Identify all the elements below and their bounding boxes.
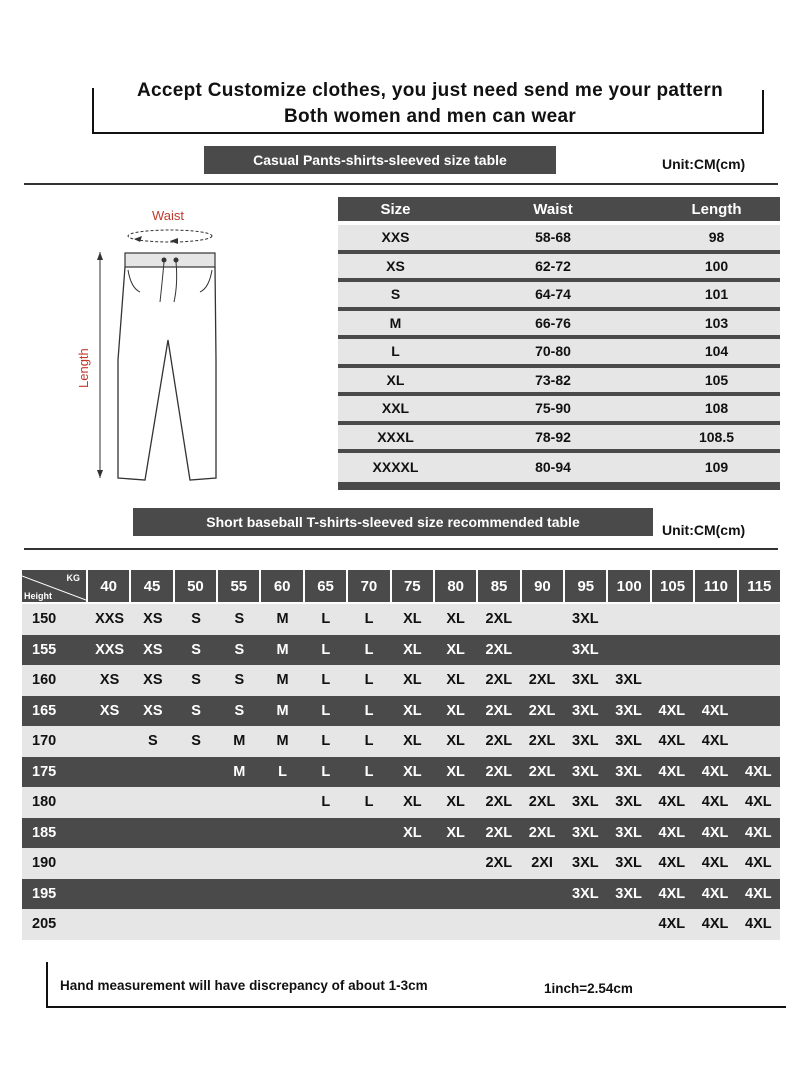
size-cell: XXL xyxy=(381,400,410,417)
size-cell: 4XL xyxy=(658,702,686,719)
size-cell: XL xyxy=(403,733,422,750)
size-cell: XL xyxy=(446,824,465,841)
tshirt-unit-label: Unit:CM(cm) xyxy=(662,522,746,538)
size-cell: 2XL xyxy=(485,733,513,750)
header-line-2: Both women and men can wear xyxy=(283,106,577,127)
table-row xyxy=(338,282,780,311)
waist-cell: 80-94 xyxy=(535,459,571,476)
size-cell: XL xyxy=(446,794,465,811)
length-cell: 104 xyxy=(704,343,729,360)
table-row xyxy=(338,225,780,254)
height-cell: 180 xyxy=(32,794,57,811)
size-cell: 3XL xyxy=(572,611,599,628)
height-cell: 165 xyxy=(32,702,57,719)
size-cell: M xyxy=(233,733,246,750)
size-cell: M xyxy=(233,763,246,780)
table-row xyxy=(22,665,780,696)
size-cell: L xyxy=(364,702,374,719)
size-cell: XL xyxy=(403,763,422,780)
col-size-header: Size xyxy=(380,200,411,218)
length-cell: 103 xyxy=(704,314,729,331)
waist-cell: 62-72 xyxy=(535,257,571,274)
grid-body xyxy=(22,604,780,940)
length-cell: 108 xyxy=(704,400,729,417)
length-cell: 105 xyxy=(704,371,729,388)
size-cell: XL xyxy=(403,794,422,811)
size-cell: M xyxy=(276,672,289,689)
size-cell: XXS xyxy=(95,611,125,628)
size-cell: 3XL xyxy=(615,824,642,841)
size-cell: 4XL xyxy=(701,702,729,719)
weight-header-cell: 110 xyxy=(695,570,736,602)
size-cell: 4XL xyxy=(701,855,729,872)
height-cell: 185 xyxy=(32,824,57,841)
size-cell: M xyxy=(276,702,289,719)
size-cell: 2XL xyxy=(485,763,513,780)
size-cell: 4XL xyxy=(745,885,772,902)
size-cell: 2XL xyxy=(485,824,513,841)
size-cell: 2XL xyxy=(528,702,556,719)
size-cell: 3XL xyxy=(572,855,599,872)
col-length-header: Length xyxy=(691,200,742,218)
weight-header-cell: 50 xyxy=(175,570,216,602)
height-cell: 175 xyxy=(32,763,57,780)
weight-header-cell: 115 xyxy=(739,570,780,602)
table-row xyxy=(22,787,780,818)
height-cell: 205 xyxy=(32,916,57,933)
size-cell: XS xyxy=(143,611,163,628)
header-bracket-bottom xyxy=(92,132,764,134)
waist-cell: 78-92 xyxy=(535,428,571,445)
size-cell: XL xyxy=(446,733,465,750)
size-cell: XL xyxy=(403,611,422,628)
height-cell: 190 xyxy=(32,855,57,872)
size-cell: XXS xyxy=(381,229,410,246)
table-row xyxy=(22,909,780,940)
size-cell: L xyxy=(364,794,374,811)
size-cell: L xyxy=(364,672,374,689)
length-cell: 109 xyxy=(704,459,729,476)
weight-header-cell: 85 xyxy=(478,570,519,602)
table-row xyxy=(22,818,780,849)
size-cell: XL xyxy=(446,702,465,719)
size-cell: 3XL xyxy=(615,702,642,719)
size-cell: L xyxy=(321,672,331,689)
size-cell: 2XL xyxy=(485,702,513,719)
weight-header-cell: 55 xyxy=(218,570,259,602)
size-cell: 4XL xyxy=(701,916,729,933)
size-cell: 3XL xyxy=(615,885,642,902)
size-cell: XXXL xyxy=(377,428,414,445)
size-cell: M xyxy=(389,314,402,331)
size-cell: XXS xyxy=(95,641,125,658)
header-bracket-left xyxy=(92,88,94,132)
size-cell: 3XL xyxy=(572,672,599,689)
size-cell: 4XL xyxy=(745,916,772,933)
table-row xyxy=(338,311,780,340)
size-cell: S xyxy=(191,702,201,719)
size-cell: S xyxy=(390,286,401,303)
table-row xyxy=(338,339,780,368)
size-cell: 3XL xyxy=(615,855,642,872)
size-cell: 3XL xyxy=(615,672,642,689)
size-cell: L xyxy=(321,611,331,628)
table-row xyxy=(338,425,780,454)
height-cell: 155 xyxy=(32,641,57,658)
size-cell: 4XL xyxy=(658,733,686,750)
size-cell: 3XL xyxy=(572,702,599,719)
size-cell: 2XL xyxy=(485,611,513,628)
size-cell: 2XL xyxy=(528,763,556,780)
size-cell: XL xyxy=(446,672,465,689)
size-cell: XL xyxy=(446,611,465,628)
corner-height-label: Height xyxy=(24,591,52,601)
weight-header-cell: 80 xyxy=(435,570,476,602)
size-cell: L xyxy=(321,702,331,719)
size-cell: 3XL xyxy=(572,824,599,841)
inch-conversion: 1inch=2.54cm xyxy=(544,981,633,996)
weight-header-cell: 95 xyxy=(565,570,606,602)
weight-header-cell: 90 xyxy=(522,570,563,602)
length-cell: 108.5 xyxy=(698,428,735,445)
tshirt-size-banner: Short baseball T-shirts-sleeved size recommended table xyxy=(133,508,653,536)
grid-header xyxy=(22,570,780,602)
weight-header-cell: 100 xyxy=(608,570,649,602)
size-cell: 4XL xyxy=(745,855,772,872)
size-cell: 4XL xyxy=(658,763,686,780)
footer-bracket-bottom xyxy=(46,1006,786,1008)
size-cell: S xyxy=(147,733,158,750)
size-cell: 2XL xyxy=(485,855,513,872)
size-cell: S xyxy=(191,611,201,628)
table-row xyxy=(22,635,780,666)
size-cell: L xyxy=(364,611,374,628)
size-cell: 3XL xyxy=(615,794,642,811)
height-cell: 150 xyxy=(32,611,57,628)
table-row xyxy=(22,696,780,727)
size-cell: S xyxy=(234,611,245,628)
size-cell: 3XL xyxy=(572,763,599,780)
size-cell: M xyxy=(276,611,289,628)
size-cell: 4XL xyxy=(658,855,686,872)
size-cell: XL xyxy=(403,672,422,689)
table-row xyxy=(338,254,780,283)
length-cell: 101 xyxy=(704,286,729,303)
table-row xyxy=(338,453,780,482)
pants-unit-label: Unit:CM(cm) xyxy=(662,156,746,172)
table-row xyxy=(22,726,780,757)
size-cell: XXXXL xyxy=(372,459,419,476)
section-divider xyxy=(24,548,778,550)
size-cell: XL xyxy=(403,641,422,658)
weight-header-cell: 75 xyxy=(392,570,433,602)
size-cell: 4XL xyxy=(658,885,686,902)
size-cell: S xyxy=(234,702,245,719)
table-row xyxy=(22,879,780,910)
weight-header-cell: 65 xyxy=(305,570,346,602)
size-cell: L xyxy=(321,733,331,750)
height-cell: 160 xyxy=(32,672,57,689)
length-cell: 100 xyxy=(704,257,729,274)
size-cell: L xyxy=(321,794,331,811)
size-cell: L xyxy=(364,763,374,780)
size-cell: 3XL xyxy=(572,885,599,902)
waist-label: Waist xyxy=(152,208,185,223)
waist-cell: 70-80 xyxy=(535,343,571,360)
table-row xyxy=(338,368,780,397)
size-cell: 2XL xyxy=(528,824,556,841)
section-divider xyxy=(24,183,778,185)
size-cell: 4XL xyxy=(701,824,729,841)
grid-corner xyxy=(22,570,86,602)
size-cell: XL xyxy=(403,824,422,841)
size-cell: L xyxy=(321,641,331,658)
size-cell: XS xyxy=(143,702,163,719)
table-footer-bar xyxy=(338,482,780,490)
size-cell: XS xyxy=(99,672,120,689)
table-row xyxy=(22,848,780,879)
size-cell: XS xyxy=(143,672,163,689)
size-cell: 4XL xyxy=(745,794,772,811)
size-cell: S xyxy=(234,641,245,658)
weight-header-cell: 40 xyxy=(88,570,129,602)
size-cell: XL xyxy=(403,702,422,719)
size-cell: 3XL xyxy=(572,794,599,811)
size-cell: 4XL xyxy=(701,733,729,750)
header-line-1: Accept Customize clothes, you just need send me your pattern xyxy=(136,80,723,101)
size-cell: M xyxy=(276,641,289,658)
waist-cell: 75-90 xyxy=(535,400,571,417)
waist-cell: 66-76 xyxy=(535,314,571,331)
size-cell: S xyxy=(234,672,245,689)
col-waist-header: Waist xyxy=(533,200,573,218)
size-cell: L xyxy=(278,763,287,780)
size-cell: 4XL xyxy=(701,794,729,811)
size-cell: 4XL xyxy=(745,824,772,841)
footer-bracket-left xyxy=(46,962,48,1008)
size-cell: 2XL xyxy=(528,672,556,689)
size-cell: 2XL xyxy=(485,794,513,811)
length-cell: 98 xyxy=(708,229,725,246)
table-row xyxy=(22,757,780,788)
corner-kg-label: KG xyxy=(66,573,80,583)
header-bracket-right xyxy=(762,90,764,134)
size-cell: XL xyxy=(446,641,465,658)
waist-cell: 58-68 xyxy=(535,229,571,246)
size-cell: 3XL xyxy=(615,733,642,750)
size-cell: 4XL xyxy=(658,824,686,841)
length-label: Length xyxy=(76,348,91,388)
height-cell: 195 xyxy=(32,885,57,902)
size-cell: XS xyxy=(386,257,405,274)
size-cell: S xyxy=(191,672,201,689)
weight-header-cell: 45 xyxy=(131,570,172,602)
size-cell: XS xyxy=(99,702,120,719)
pants-size-table xyxy=(338,197,780,490)
size-cell: 3XL xyxy=(615,763,642,780)
size-cell: 2XL xyxy=(528,733,556,750)
pants-size-banner: Casual Pants-shirts-sleeved size table xyxy=(204,146,556,174)
size-cell: 4XL xyxy=(658,916,686,933)
size-cell: S xyxy=(191,641,201,658)
size-cell: L xyxy=(391,343,400,360)
waist-cell: 64-74 xyxy=(535,286,571,303)
size-cell: L xyxy=(321,763,331,780)
size-cell: 2XL xyxy=(485,672,513,689)
size-cell: L xyxy=(364,733,374,750)
size-cell: 2XL xyxy=(528,794,556,811)
waist-cell: 73-82 xyxy=(535,371,571,388)
size-cell: 4XL xyxy=(658,794,686,811)
size-cell: 4XL xyxy=(701,885,729,902)
size-cell: 3XL xyxy=(572,733,599,750)
pants-table-header xyxy=(338,197,780,221)
table-row xyxy=(338,396,780,425)
size-cell: S xyxy=(191,733,201,750)
size-cell: 2XL xyxy=(485,641,513,658)
size-cell: M xyxy=(276,733,289,750)
size-cell: 4XL xyxy=(745,763,772,780)
height-weight-grid xyxy=(22,570,780,940)
size-cell: XS xyxy=(143,641,163,658)
size-cell: XL xyxy=(446,763,465,780)
size-cell: 2XI xyxy=(531,855,553,872)
weight-header-cell: 105 xyxy=(652,570,693,602)
weight-header-cell: 60 xyxy=(261,570,302,602)
table-row xyxy=(22,604,780,635)
size-cell: XL xyxy=(386,371,405,388)
pants-diagram xyxy=(70,200,250,490)
weight-header-cell: 70 xyxy=(348,570,389,602)
measurement-note: Hand measurement will have discrepancy of about 1-3cm xyxy=(60,978,428,993)
height-cell: 170 xyxy=(32,733,57,750)
size-cell: 4XL xyxy=(701,763,729,780)
size-cell: 3XL xyxy=(572,641,599,658)
size-cell: L xyxy=(364,641,374,658)
